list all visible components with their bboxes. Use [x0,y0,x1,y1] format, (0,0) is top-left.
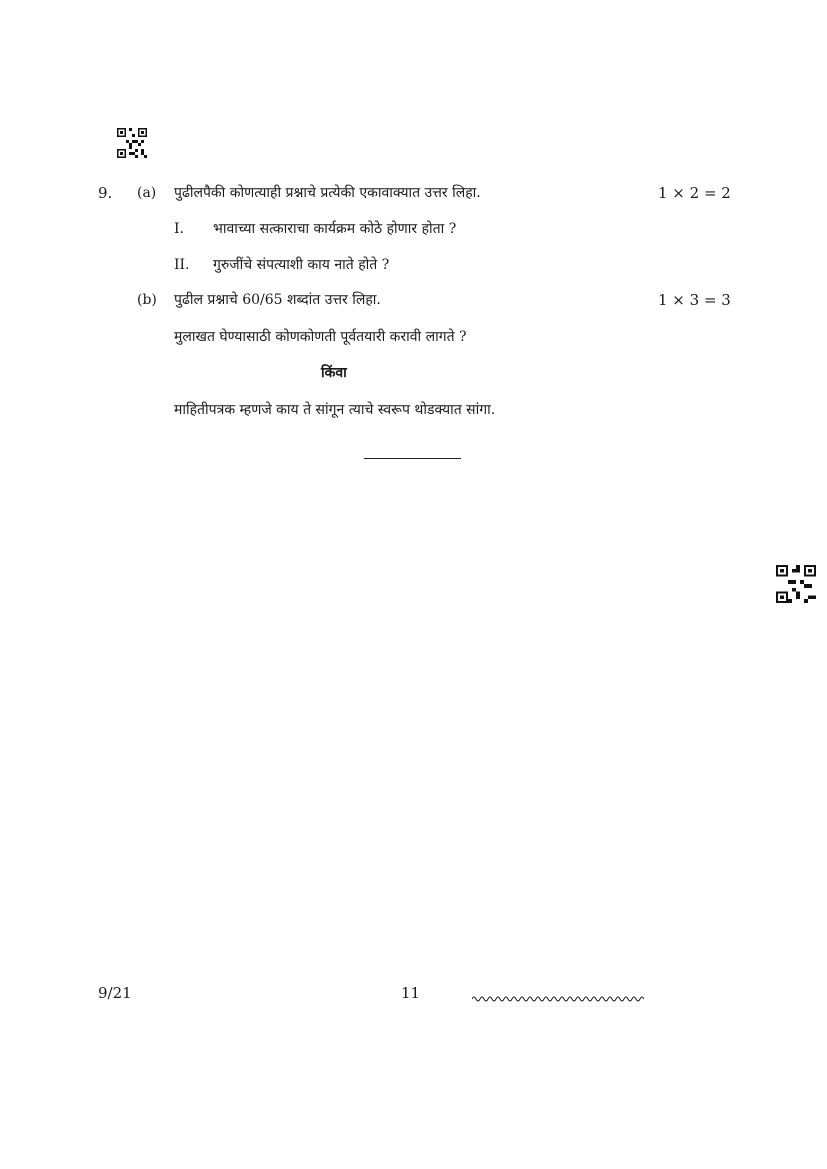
part-b-question: मुलाखत घेण्यासाठी कोणकोणती पूर्वतयारी करावी लागते ? [174,329,467,345]
part-b-instruction: पुढील प्रश्नाचे 60/65 शब्दांत उत्तर लिहा. [174,292,381,308]
footer-code: 9/21 [98,984,132,1002]
item-roman-2: II. [174,257,190,273]
part-a-marks: 1 × 2 = 2 [658,184,731,202]
page-number: 11 [401,984,421,1002]
part-b-label: (b) [137,292,157,308]
qr-code-top [117,128,147,158]
part-a-instruction: पुढीलपैकी कोणत्याही प्रश्नाचे प्रत्येकी एकावाक्यात उत्तर लिहा. [174,185,481,201]
item-roman-1: I. [174,221,184,237]
wavy-line [472,988,644,998]
item-text-1: भावाच्या सत्काराचा कार्यक्रम कोठे होणार होता ? [213,221,457,237]
or-separator: किंवा [321,365,347,381]
end-rule [364,458,461,459]
part-b-marks: 1 × 3 = 3 [658,291,731,309]
qr-code-side [776,565,816,603]
item-text-2: गुरुजींचे संपत्याशी काय नाते होते ? [213,257,390,273]
part-b-alt-question: माहितीपत्रक म्हणजे काय ते सांगून त्याचे स्वरूप थोडक्यात सांगा. [174,402,496,418]
part-a-label: (a) [137,185,157,201]
question-number: 9. [98,184,113,202]
